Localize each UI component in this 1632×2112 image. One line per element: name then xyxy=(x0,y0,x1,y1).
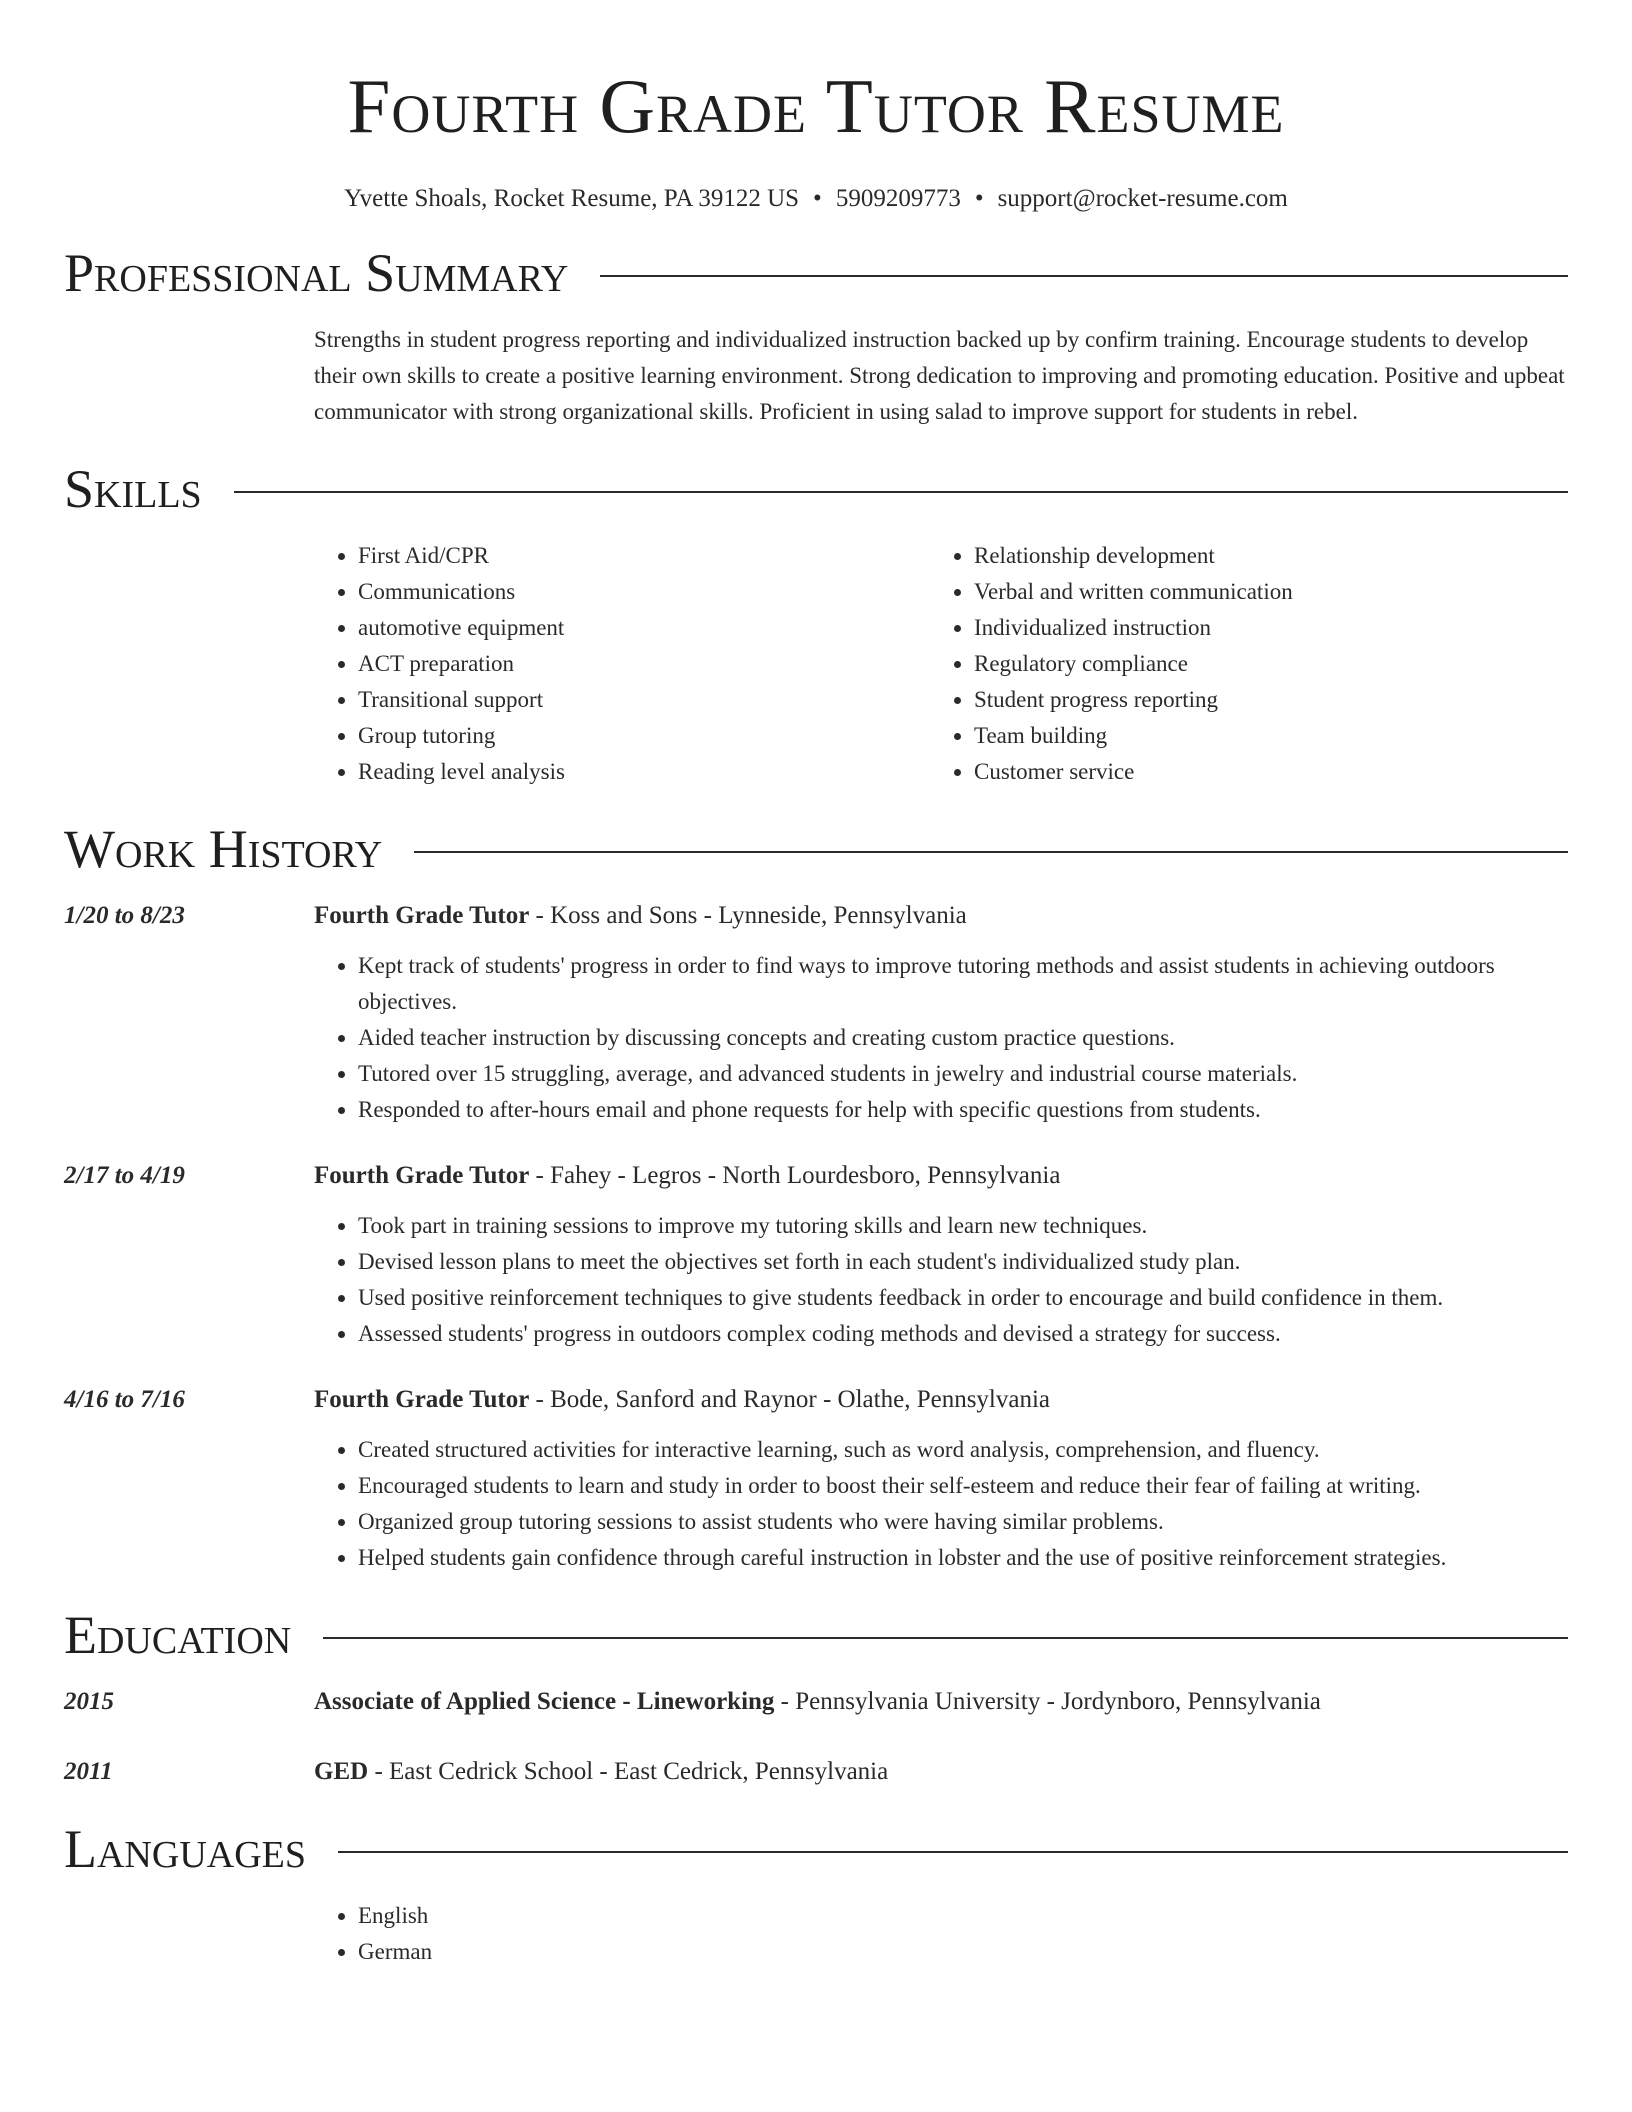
skill-item: • ACT preparation xyxy=(358,646,930,682)
education-year: 2015 xyxy=(64,1688,114,1715)
contact-address: Yvette Shoals, Rocket Resume, PA 39122 US xyxy=(344,185,800,212)
job-bullet: • Encouraged students to learn and study in order to boost their self-esteem and reduce their fear of failing at writing. xyxy=(358,1468,1568,1504)
section-header-skills xyxy=(64,456,1568,522)
skill-item: • Individualized instruction xyxy=(974,610,1546,646)
section-divider xyxy=(414,851,1568,853)
job-bullet: • Organized group tutoring sessions to assist students who were having similar problems. xyxy=(358,1504,1568,1540)
resume-title: Fourth Grade Tutor Resume xyxy=(347,63,1285,149)
skills-column-left xyxy=(314,538,930,790)
job-entry xyxy=(64,898,1568,1128)
section-divider xyxy=(323,1637,1568,1639)
section-title-work: Work History xyxy=(64,819,383,879)
job-dates: 2/17 to 4/19 xyxy=(64,1162,185,1189)
job-bullet: • Used positive reinforcement techniques to give students feedback in order to encourage and build confidence in them. xyxy=(358,1280,1568,1316)
job-bullet: • Created structured activities for interactive learning, such as word analysis, comprehension, and fluency. xyxy=(358,1432,1568,1468)
job-dates: 4/16 to 7/16 xyxy=(64,1386,185,1413)
job-entry xyxy=(64,1382,1568,1576)
job-title: Fourth Grade Tutor xyxy=(314,1162,530,1189)
job-employer: - Bode, Sanford and Raynor - Olathe, Pennsylvania xyxy=(529,1386,1051,1413)
skill-item: • Regulatory compliance xyxy=(974,646,1546,682)
job-bullets xyxy=(314,1432,1568,1576)
job-bullets xyxy=(314,948,1568,1128)
job-bullet: • Responded to after-hours email and phone requests for help with specific questions from students. xyxy=(358,1092,1568,1128)
section-title-languages: Languages xyxy=(64,1819,306,1879)
skill-item: • Student progress reporting xyxy=(974,682,1546,718)
job-heading xyxy=(314,898,967,934)
skill-item: • First Aid/CPR xyxy=(358,538,930,574)
skill-item: • Group tutoring xyxy=(358,718,930,754)
language-item: • English xyxy=(358,1898,1568,1934)
skill-item: • Reading level analysis xyxy=(358,754,930,790)
job-heading xyxy=(314,1382,1050,1418)
education-degree: GED xyxy=(314,1758,369,1785)
job-bullet: • Aided teacher instruction by discussing concepts and creating custom practice questions. xyxy=(358,1020,1568,1056)
job-bullet: • Assessed students' progress in outdoors complex coding methods and devised a strategy for success. xyxy=(358,1316,1568,1352)
contact-line xyxy=(64,184,1568,214)
job-bullet: • Tutored over 15 struggling, average, and advanced students in jewelry and industrial course materials. xyxy=(358,1056,1568,1092)
section-title-education: Education xyxy=(64,1605,292,1665)
job-bullet: • Took part in training sessions to improve my tutoring skills and learn new techniques. xyxy=(358,1208,1568,1244)
job-bullet: • Helped students gain confidence through careful instruction in lobster and the use of positive reinforcement strategies. xyxy=(358,1540,1568,1576)
education-degree: Associate of Applied Science - Lineworking xyxy=(314,1688,775,1715)
section-header-work xyxy=(64,816,1568,882)
skill-item: • Verbal and written communication xyxy=(974,574,1546,610)
job-dates: 1/20 to 8/23 xyxy=(64,902,185,929)
contact-email[interactable]: support@rocket-resume.com xyxy=(997,185,1288,212)
education-entry xyxy=(64,1684,1568,1720)
section-title-summary: Professional Summary xyxy=(64,243,569,303)
languages-bullets xyxy=(314,1898,1568,1970)
job-entry xyxy=(64,1158,1568,1352)
job-header xyxy=(64,898,1568,934)
skill-item: • Transitional support xyxy=(358,682,930,718)
education-entry xyxy=(64,1754,1568,1790)
education-school: - Pennsylvania University - Jordynboro, Pennsylvania xyxy=(774,1688,1321,1715)
section-divider xyxy=(338,1851,1568,1853)
skill-item: • Customer service xyxy=(974,754,1546,790)
section-title-skills: Skills xyxy=(64,459,202,519)
section-divider xyxy=(234,491,1568,493)
skill-item: • Team building xyxy=(974,718,1546,754)
contact-separator: • xyxy=(813,185,822,212)
skills-column-right xyxy=(930,538,1546,790)
skill-item: • Relationship development xyxy=(974,538,1546,574)
job-bullets xyxy=(314,1208,1568,1352)
summary-text: Strengths in student progress reporting and individualized instruction backed up by confirm training. Encourage students to develop their own skills to create a positive learning environment. Strong dedication to improving and promoting education. Positive and upbeat communicator with strong organizational skills. Proficient in using salad to improve support for students in rebel. xyxy=(314,327,1565,424)
languages-list xyxy=(64,1898,1568,1970)
contact-separator: • xyxy=(974,185,984,212)
job-header xyxy=(64,1158,1568,1194)
job-title: Fourth Grade Tutor xyxy=(314,1386,530,1413)
section-divider xyxy=(600,275,1568,277)
skill-item: • Communications xyxy=(358,574,930,610)
education-heading xyxy=(314,1754,888,1790)
job-bullet: • Kept track of students' progress in order to find ways to improve tutoring methods and assist students in achieving outdoors objectives. xyxy=(358,948,1568,1020)
job-bullet: • Devised lesson plans to meet the objectives set forth in each student's individualized study plan. xyxy=(358,1244,1568,1280)
job-title: Fourth Grade Tutor xyxy=(314,902,530,929)
section-header-summary xyxy=(64,240,1568,306)
job-employer: - Koss and Sons - Lynneside, Pennsylvania xyxy=(529,902,967,929)
job-header xyxy=(64,1382,1568,1418)
contact-phone: 5909209773 xyxy=(835,185,961,212)
education-heading xyxy=(314,1684,1321,1720)
education-year: 2011 xyxy=(64,1758,113,1785)
job-employer: - Fahey - Legros - North Lourdesboro, Pennsylvania xyxy=(529,1162,1061,1189)
section-header-education xyxy=(64,1602,1568,1668)
language-item: • German xyxy=(358,1934,1568,1970)
education-school: - East Cedrick School - East Cedrick, Pennsylvania xyxy=(368,1758,889,1785)
skills-list xyxy=(314,538,1568,790)
job-heading xyxy=(314,1158,1060,1194)
skill-item: • automotive equipment xyxy=(358,610,930,646)
section-header-languages xyxy=(64,1816,1568,1882)
